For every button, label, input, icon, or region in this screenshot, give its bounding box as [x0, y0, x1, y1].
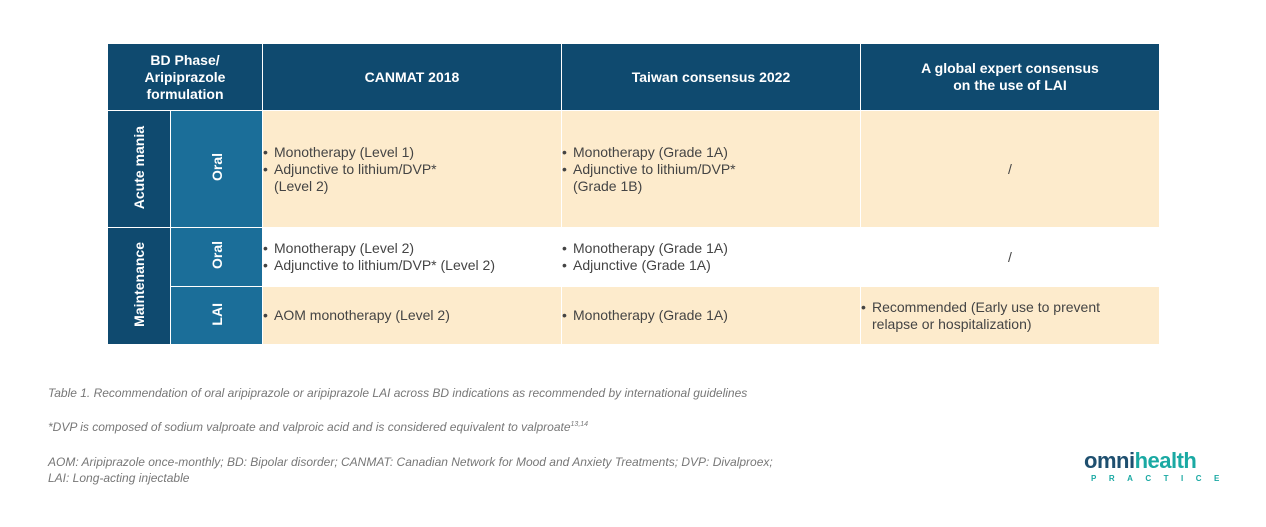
global-cell: / — [861, 111, 1160, 228]
table-row — [108, 287, 1160, 345]
abbreviations-note: AOM: Aripiprazole once-monthly; BD: Bipolar disorder; CANMAT: Canadian Network for Mood and Anxiety Treatments; DVP: Divalproex; LAI: Long-acting injectable — [48, 455, 773, 485]
canmat-cell — [263, 287, 562, 345]
formulation-label: LAI — [171, 287, 263, 345]
table-row — [108, 228, 1160, 287]
list-item: • Monotherapy (Grade 1A) — [562, 307, 860, 324]
list-item: • Adjunctive (Grade 1A) — [562, 257, 860, 274]
guidelines-table — [107, 43, 1160, 345]
omnihealth-logo: omnihealth PRACTICE — [1084, 448, 1232, 483]
header-canmat: CANMAT 2018 — [263, 44, 562, 111]
header-taiwan: Taiwan consensus 2022 — [562, 44, 861, 111]
list-item: • Adjunctive to lithium/DVP* (Level 2) — [263, 257, 561, 274]
taiwan-cell — [562, 228, 861, 287]
list-item: • Recommended (Early use to prevent relapse or hospitalization) — [861, 299, 1159, 333]
taiwan-cell — [562, 287, 861, 345]
table-caption: Table 1. Recommendation of oral aripiprazole or aripiprazole LAI across BD indications as recommended by international guidelines — [48, 386, 748, 400]
list-item: • Monotherapy (Grade 1A) — [562, 240, 860, 257]
list-item: • Adjunctive to lithium/DVP* (Level 2) — [263, 161, 561, 195]
table-header-row — [108, 44, 1160, 111]
phase-maintenance: Maintenance — [108, 228, 171, 345]
list-item: • Monotherapy (Level 2) — [263, 240, 561, 257]
canmat-cell — [263, 111, 562, 228]
list-item: • Adjunctive to lithium/DVP* (Grade 1B) — [562, 161, 860, 195]
global-cell — [861, 287, 1160, 345]
canmat-cell — [263, 228, 562, 287]
dvp-footnote: *DVP is composed of sodium valproate and valproic acid and is considered equivalent to valproate$^{13,14}$ — [48, 420, 589, 434]
list-item: • AOM monotherapy (Level 2) — [263, 307, 561, 324]
phase-acute-mania: Acute mania — [108, 111, 171, 228]
list-item: • Monotherapy (Grade 1A) — [562, 144, 860, 161]
table-row — [108, 111, 1160, 228]
reference-superscript: 13,14 — [570, 421, 589, 428]
formulation-label: Oral — [171, 228, 263, 287]
formulation-label: Oral — [171, 111, 263, 228]
list-item: • Monotherapy (Level 1) — [263, 144, 561, 161]
taiwan-cell — [562, 111, 861, 228]
header-global: A global expert consensus on the use of LAI — [861, 44, 1160, 111]
global-cell: / — [861, 228, 1160, 287]
header-phase-formulation: BD Phase/ Aripiprazole formulation — [108, 44, 263, 111]
